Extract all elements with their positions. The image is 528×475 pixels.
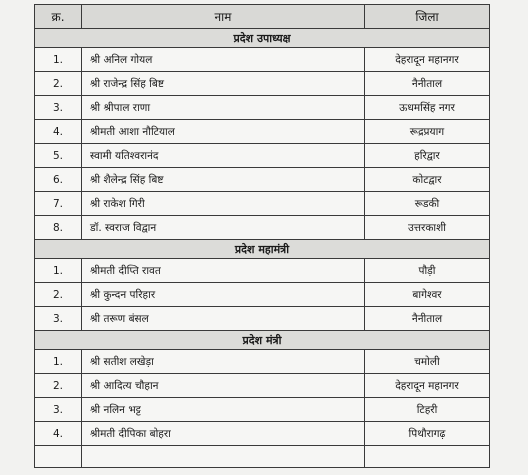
row-district: टिहरी <box>365 398 490 422</box>
partial-cell <box>82 446 365 468</box>
table-row <box>35 72 490 96</box>
row-district: देहरादून महानगर <box>365 48 490 72</box>
table-row <box>35 48 490 72</box>
row-name: श्री आदित्य चौहान <box>82 374 365 398</box>
row-district: पिथौरागढ़ <box>365 422 490 446</box>
header-num: क्र. <box>35 5 82 29</box>
row-name: श्री तरूण बंसल <box>82 307 365 331</box>
header-district: जिला <box>365 5 490 29</box>
row-district: चमोली <box>365 350 490 374</box>
section-header-row <box>35 240 490 259</box>
table-row <box>35 307 490 331</box>
table-row <box>35 120 490 144</box>
row-name: श्री श्रीपाल राणा <box>82 96 365 120</box>
row-name: श्रीमती दीपिका बोहरा <box>82 422 365 446</box>
table-row <box>35 216 490 240</box>
row-number: 1. <box>35 350 82 374</box>
row-district: हरिद्वार <box>365 144 490 168</box>
row-name: श्री राजेन्द्र सिंह बिष्ट <box>82 72 365 96</box>
table-row <box>35 144 490 168</box>
row-district: कोटद्वार <box>365 168 490 192</box>
row-number: 3. <box>35 398 82 422</box>
row-district: पौड़ी <box>365 259 490 283</box>
row-number: 2. <box>35 283 82 307</box>
table-row <box>35 422 490 446</box>
table-row <box>35 283 490 307</box>
row-name: श्री नलिन भट्ट <box>82 398 365 422</box>
row-name: श्री सतीश लखेड़ा <box>82 350 365 374</box>
row-name: श्री शैलेन्द्र सिंह बिष्ट <box>82 168 365 192</box>
row-district: बागेश्वर <box>365 283 490 307</box>
row-name: श्री राकेश गिरी <box>82 192 365 216</box>
row-district: रूद्रप्रयाग <box>365 120 490 144</box>
row-number: 3. <box>35 307 82 331</box>
section-title: प्रदेश महामंत्री <box>35 240 490 259</box>
header-row <box>35 5 490 29</box>
office-bearers-table <box>34 4 490 468</box>
section-header-row <box>35 331 490 350</box>
table-row <box>35 192 490 216</box>
row-district: उत्तरकाशी <box>365 216 490 240</box>
row-number: 2. <box>35 374 82 398</box>
row-district: नैनीताल <box>365 72 490 96</box>
row-district: रूडकी <box>365 192 490 216</box>
table-row <box>35 398 490 422</box>
table-row <box>35 259 490 283</box>
row-number: 6. <box>35 168 82 192</box>
row-name: श्री अनिल गोयल <box>82 48 365 72</box>
row-district: देहरादून महानगर <box>365 374 490 398</box>
row-district: ऊधमसिंह नगर <box>365 96 490 120</box>
header-name: नाम <box>82 5 365 29</box>
section-header-row <box>35 29 490 48</box>
row-name: श्रीमती आशा नौटियाल <box>82 120 365 144</box>
row-name: श्रीमती दीप्ति रावत <box>82 259 365 283</box>
row-number: 5. <box>35 144 82 168</box>
row-number: 1. <box>35 48 82 72</box>
section-title: प्रदेश मंत्री <box>35 331 490 350</box>
row-name: श्री कुन्दन परिहार <box>82 283 365 307</box>
row-number: 7. <box>35 192 82 216</box>
table-row <box>35 374 490 398</box>
row-number: 3. <box>35 96 82 120</box>
row-district: नैनीताल <box>365 307 490 331</box>
row-name: स्वामी यतिश्वरानंद <box>82 144 365 168</box>
row-number: 2. <box>35 72 82 96</box>
row-number: 4. <box>35 422 82 446</box>
row-number: 8. <box>35 216 82 240</box>
table-row <box>35 350 490 374</box>
partial-cell <box>35 446 82 468</box>
section-title: प्रदेश उपाध्यक्ष <box>35 29 490 48</box>
row-name: डॉ. स्वराज विद्वान <box>82 216 365 240</box>
table-row-partial <box>35 446 490 468</box>
table-row <box>35 96 490 120</box>
row-number: 4. <box>35 120 82 144</box>
table-row <box>35 168 490 192</box>
row-number: 1. <box>35 259 82 283</box>
partial-cell <box>365 446 490 468</box>
